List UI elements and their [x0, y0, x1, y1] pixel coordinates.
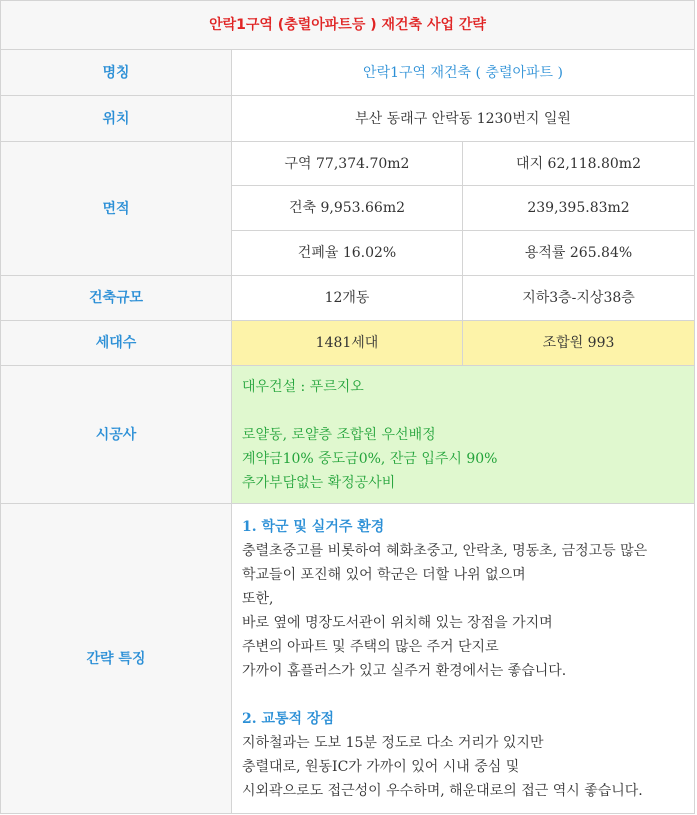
area-coverage: 건폐율 16.02%: [232, 231, 463, 276]
builder-company: 대우건설 : 푸르지오: [242, 378, 364, 395]
builder-label: 시공사: [1, 366, 232, 504]
feature-line: 충렬대로, 원동IC가 가까이 있어 시내 중심 및: [242, 758, 520, 775]
feature-line: 가까이 홈플러스가 있고 실주거 환경에서는 좋습니다.: [242, 662, 567, 679]
feature-line: 학교들이 포진해 있어 학군은 더할 나위 없으며: [242, 566, 526, 583]
feature-line: 바로 옆에 명장도서관이 위치해 있는 장점을 가지며: [242, 614, 553, 631]
spacer: [242, 683, 684, 707]
builder-line-1: 로얄동, 로얄층 조합원 우선배정: [242, 426, 436, 443]
scale-label: 건축규모: [1, 276, 232, 321]
feature-line: 또한,: [242, 590, 274, 607]
features-content: [232, 504, 695, 814]
table-title: 안락1구역 (충렬아파트등 ) 재건축 사업 간략: [1, 1, 695, 50]
feature-section-2-title: 2. 교통적 장점: [242, 710, 334, 727]
feature-line: 충렬초중고를 비롯하여 혜화초중고, 안락초, 명동초, 금정고등 많은: [242, 542, 648, 559]
spacer: [242, 399, 684, 423]
location-value: 부산 동래구 안락동 1230번지 일원: [232, 96, 695, 142]
feature-line: 시외곽으로도 접근성이 우수하며, 해운대로의 접근 역시 좋습니다.: [242, 782, 643, 799]
scale-buildings: 12개동: [232, 276, 463, 321]
area-land: 대지 62,118.80m2: [463, 142, 695, 186]
feature-line: 주변의 아파트 및 주택의 많은 주거 단지로: [242, 638, 499, 655]
builder-line-2: 계약금10% 중도금0%, 잔금 입주시 90%: [242, 450, 498, 467]
area-zone: 구역 77,374.70m2: [232, 142, 463, 186]
households-label: 세대수: [1, 321, 232, 366]
location-label: 위치: [1, 96, 232, 142]
scale-floors: 지하3층-지상38층: [463, 276, 695, 321]
area-far: 용적률 265.84%: [463, 231, 695, 276]
builder-info: [232, 366, 695, 504]
households-members: 조합원 993: [463, 321, 695, 366]
name-value: 안락1구역 재건축 ( 충렬아파트 ): [232, 50, 695, 96]
features-label: 간략 특징: [1, 504, 232, 814]
households-total: 1481세대: [232, 321, 463, 366]
area-label: 면적: [1, 142, 232, 276]
name-label: 명칭: [1, 50, 232, 96]
area-building: 건축 9,953.66m2: [232, 186, 463, 231]
feature-line: 지하철과는 도보 15분 정도로 다소 거리가 있지만: [242, 734, 544, 751]
area-total: 239,395.83m2: [463, 186, 695, 231]
builder-line-3: 추가부담없는 확정공사비: [242, 474, 396, 491]
feature-section-1-title: 1. 학군 및 실거주 환경: [242, 518, 385, 535]
